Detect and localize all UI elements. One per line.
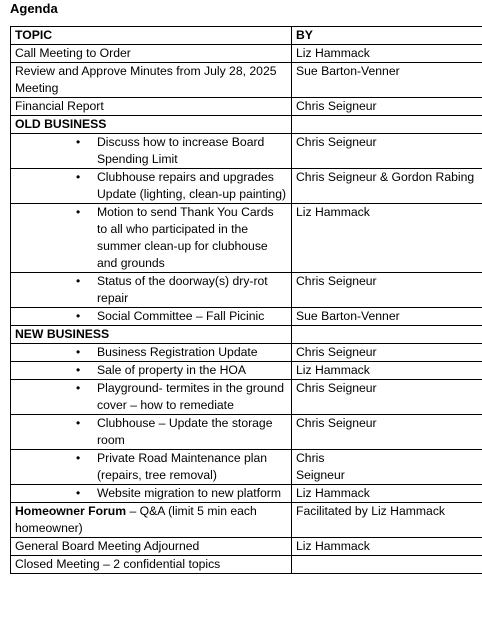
bulleted-topic-cell bbox=[11, 169, 292, 204]
empty-cell bbox=[292, 326, 482, 344]
bullet-icon: • bbox=[76, 135, 81, 149]
table-row bbox=[11, 556, 482, 574]
by-cell: Liz Hammack bbox=[292, 485, 482, 503]
bullet-icon: • bbox=[76, 486, 81, 500]
bullet-icon: • bbox=[76, 416, 81, 430]
topic-cell: Financial Report bbox=[11, 98, 292, 116]
bulleted-topic-cell bbox=[11, 380, 292, 415]
section-row bbox=[11, 326, 482, 344]
topic-text: Clubhouse – Update the storage room bbox=[97, 416, 273, 447]
topic-text: Social Committee – Fall Picinic bbox=[97, 309, 265, 323]
topic-text: Status of the doorway(s) dry-rot repair bbox=[97, 274, 268, 305]
section-new-business: NEW BUSINESS bbox=[11, 326, 292, 344]
by-cell: Sue Barton-Venner bbox=[292, 308, 482, 326]
bulleted-topic-cell bbox=[11, 344, 292, 362]
table-row bbox=[11, 273, 482, 308]
table-row bbox=[11, 538, 482, 556]
bulleted-topic-cell bbox=[11, 308, 292, 326]
agenda-table bbox=[10, 26, 482, 574]
bullet-icon: • bbox=[76, 381, 81, 395]
by-cell: Facilitated by Liz Hammack bbox=[292, 503, 482, 538]
table-row bbox=[11, 450, 482, 485]
topic-text: Playground- termites in the ground cover – how to remediate bbox=[97, 381, 284, 412]
by-cell: Chris Seigneur bbox=[292, 98, 482, 116]
table-row bbox=[11, 169, 482, 204]
homeowner-forum-label: Homeowner Forum bbox=[15, 504, 127, 518]
header-by: BY bbox=[292, 27, 482, 45]
by-text: Chris Seigneur bbox=[296, 451, 345, 482]
topic-text: Sale of property in the HOA bbox=[97, 363, 247, 377]
empty-cell bbox=[292, 116, 482, 134]
bulleted-topic-cell bbox=[11, 450, 292, 485]
table-row bbox=[11, 308, 482, 326]
table-row bbox=[11, 380, 482, 415]
table-row bbox=[11, 485, 482, 503]
bulleted-topic-cell bbox=[11, 362, 292, 380]
table-row bbox=[11, 45, 482, 63]
table-row bbox=[11, 415, 482, 450]
by-cell: Liz Hammack bbox=[292, 45, 482, 63]
section-old-business: OLD BUSINESS bbox=[11, 116, 292, 134]
by-cell bbox=[292, 556, 482, 574]
topic-cell: Closed Meeting – 2 confidential topics bbox=[11, 556, 292, 574]
by-cell: Chris Seigneur bbox=[292, 415, 482, 450]
section-row bbox=[11, 116, 482, 134]
by-cell: Chris Seigneur & Gordon Rabing bbox=[292, 169, 482, 204]
bullet-icon: • bbox=[76, 363, 81, 377]
bulleted-topic-cell bbox=[11, 485, 292, 503]
by-cell bbox=[292, 450, 482, 485]
by-cell: Chris Seigneur bbox=[292, 273, 482, 308]
bullet-icon: • bbox=[76, 274, 81, 288]
topic-text: Motion to send Thank You Cards to all who participated in the summer clean-up for clubhouse and grounds bbox=[97, 205, 274, 270]
agenda-title: Agenda bbox=[10, 1, 58, 16]
by-cell: Liz Hammack bbox=[292, 538, 482, 556]
table-row bbox=[11, 503, 482, 538]
table-row bbox=[11, 98, 482, 116]
header-topic: TOPIC bbox=[11, 27, 292, 45]
topic-cell bbox=[11, 503, 292, 538]
bulleted-topic-cell bbox=[11, 204, 292, 273]
bullet-icon: • bbox=[76, 309, 81, 323]
bulleted-topic-cell bbox=[11, 134, 292, 169]
topic-text: Clubhouse repairs and upgrades Update (lighting, clean-up painting) bbox=[97, 170, 287, 201]
by-cell: Liz Hammack bbox=[292, 204, 482, 273]
bullet-icon: • bbox=[76, 170, 81, 184]
bulleted-topic-cell bbox=[11, 415, 292, 450]
bulleted-topic-cell bbox=[11, 273, 292, 308]
bullet-icon: • bbox=[76, 205, 81, 219]
topic-text: Discuss how to increase Board Spending Limit bbox=[97, 135, 265, 166]
topic-cell: General Board Meeting Adjourned bbox=[11, 538, 292, 556]
table-row bbox=[11, 204, 482, 273]
bullet-icon: • bbox=[76, 451, 81, 465]
topic-cell: Call Meeting to Order bbox=[11, 45, 292, 63]
topic-cell: Review and Approve Minutes from July 28, 2025 Meeting bbox=[11, 63, 292, 98]
topic-text: Private Road Maintenance plan (repairs, tree removal) bbox=[97, 451, 268, 482]
topic-text: Website migration to new platform bbox=[97, 486, 282, 500]
by-cell: Sue Barton-Venner bbox=[292, 63, 482, 98]
by-cell: Chris Seigneur bbox=[292, 380, 482, 415]
table-row bbox=[11, 63, 482, 98]
table-header-row bbox=[11, 27, 482, 45]
by-cell: Chris Seigneur bbox=[292, 134, 482, 169]
by-cell: Liz Hammack bbox=[292, 362, 482, 380]
table-row bbox=[11, 344, 482, 362]
topic-text: Business Registration Update bbox=[97, 345, 258, 359]
topic-text: – Q&A (limit 5 min each homeowner) bbox=[15, 504, 257, 535]
bullet-icon: • bbox=[76, 345, 81, 359]
by-cell: Chris Seigneur bbox=[292, 344, 482, 362]
table-row bbox=[11, 362, 482, 380]
table-row bbox=[11, 134, 482, 169]
